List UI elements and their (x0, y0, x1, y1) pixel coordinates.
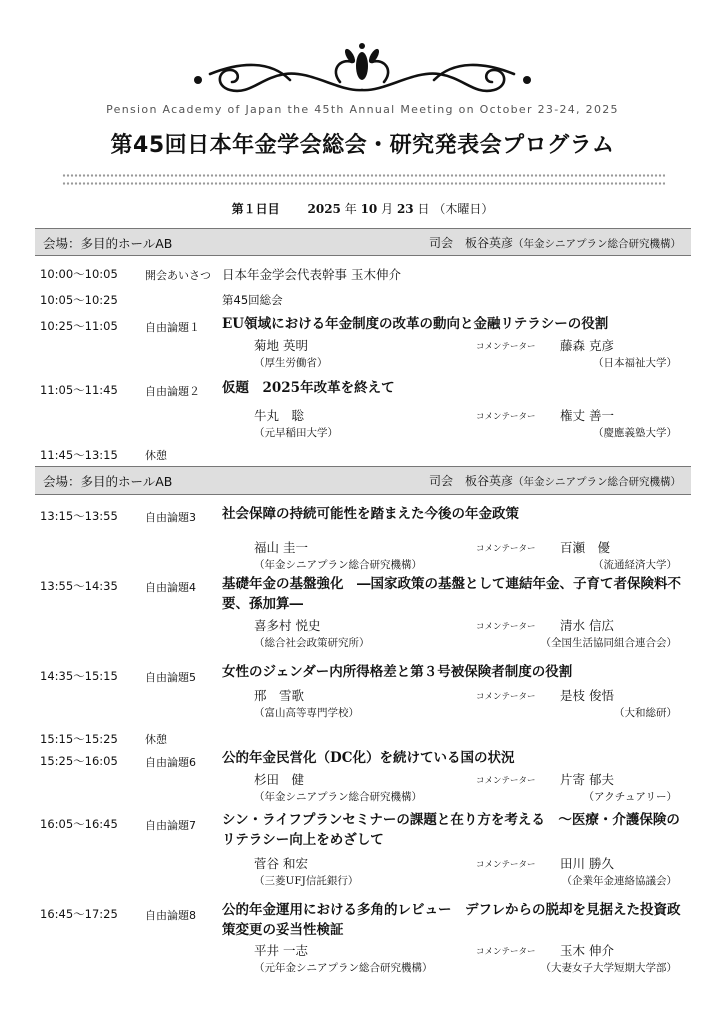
presenter-affiliation: （厚生労働省） (254, 357, 328, 369)
commentator-label: コメンテーター (476, 544, 536, 554)
presenter-affiliation: （年金シニアプラン総合研究機構） (254, 791, 422, 803)
date-day: 23 (396, 202, 414, 216)
rule (35, 255, 691, 256)
talk-title: シン・ライフプランセミナーの課題と在り方を考える 〜医療・介護保険のリテラシー向上をめざして (222, 812, 680, 848)
commentator-affiliation: （アクチュアリー） (583, 791, 677, 803)
general-meeting: 第45回総会 (222, 293, 283, 307)
page-title: 第45回日本年金学会総会・研究発表会プログラム (110, 133, 615, 158)
row-time: 16:05〜16:45 (40, 817, 118, 831)
date-day-unit: 日 (417, 202, 430, 216)
commentator-name: 権丈 善一 (560, 408, 614, 423)
commentator-affiliation: （全国生活協同組合連合会） (540, 637, 677, 649)
talk-title: 公的年金民営化（DC化）を続けている国の状況 (222, 750, 515, 766)
row-time: 13:15〜13:55 (40, 509, 118, 523)
commentator-affiliation: （流通経済大学） (593, 559, 677, 571)
row-session: 開会あいさつ (145, 269, 211, 282)
commentator-affiliation: （大和総研） (614, 707, 677, 719)
commentator-label: コメンテーター (476, 947, 536, 957)
date-year-unit: 年 (344, 202, 357, 216)
commentator-label: コメンテーター (476, 692, 536, 702)
row-time: 10:25〜11:05 (40, 319, 118, 333)
row-time: 13:55〜14:35 (40, 579, 118, 593)
row-time: 15:25〜16:05 (40, 754, 118, 768)
day-label: 第１日目 (231, 202, 280, 216)
commentator-label: コメンテーター (476, 412, 536, 422)
day-date-line (0, 200, 725, 217)
row-session: 自由論題２ (145, 385, 200, 398)
venue-chair: 司会 板谷英彦（年金シニアプラン総合研究機構） (428, 474, 681, 488)
commentator-name: 清水 信広 (560, 618, 614, 633)
dotted-divider-bottom (62, 182, 665, 185)
row-session: 自由論題5 (145, 671, 196, 684)
presenter-name: 牛丸 聡 (254, 408, 305, 423)
row-session: 自由論題4 (145, 581, 196, 594)
decorative-ornament (190, 40, 535, 100)
subtitle-english: Pension Academy of Japan the 45th Annual Meeting on October 23-24, 2025 (106, 103, 619, 116)
commentator-name: 片寄 郁夫 (560, 772, 614, 787)
date-year: 2025 (307, 202, 341, 216)
venue-header (35, 467, 691, 494)
row-session: 自由論題7 (145, 819, 196, 832)
row-time: 11:45〜13:15 (40, 448, 118, 462)
date-month-unit: 月 (381, 202, 394, 216)
rule (35, 494, 691, 495)
row-time: 10:05〜10:25 (40, 293, 118, 307)
presenter-affiliation: （元早稲田大学） (254, 427, 338, 439)
venue-label: 会場：多目的ホールAB (43, 236, 173, 251)
commentator-affiliation: （慶應義塾大学） (593, 427, 677, 439)
presenter-name: 邢 雪歌 (254, 688, 305, 703)
presenter-affiliation: （総合社会政策研究所） (254, 637, 370, 649)
row-time: 16:45〜17:25 (40, 907, 118, 921)
presenter-name: 平井 一志 (254, 943, 308, 958)
row-time: 14:35〜15:15 (40, 669, 118, 683)
row-session: 自由論題8 (145, 909, 196, 922)
talk-title: EU領域における年金制度の改革の動向と金融リテラシーの役割 (222, 316, 609, 332)
presenter-name: 喜多村 悦史 (254, 618, 321, 633)
presenter-name: 菅谷 和宏 (254, 856, 308, 871)
row-session: 自由論題１ (145, 321, 200, 334)
commentator-label: コメンテーター (476, 860, 536, 870)
row-time: 11:05〜11:45 (40, 383, 118, 397)
row-session: 自由論題6 (145, 756, 196, 769)
commentator-name: 百瀬 優 (560, 540, 611, 555)
commentator-name: 田川 勝久 (560, 856, 614, 871)
venue-header (35, 229, 691, 255)
presenter-name: 杉田 健 (254, 772, 305, 787)
row-session: 休憩 (145, 449, 167, 462)
commentator-affiliation: （日本福祉大学） (593, 357, 677, 369)
talk-title: 社会保障の持続可能性を踏まえた今後の年金政策 (222, 506, 519, 522)
presenter-affiliation: （富山高等専門学校） (254, 707, 359, 719)
row-time: 10:00〜10:05 (40, 267, 118, 281)
commentator-name: 是枝 俊悟 (560, 688, 614, 703)
talk-title: 公的年金運用における多角的レビュー デフレからの脱却を見据えた投資政策変更の妥当性検証 (222, 902, 681, 938)
commentator-name: 玉木 伸介 (560, 943, 614, 958)
presenter-affiliation: （元年金シニアプラン総合研究機構） (254, 962, 433, 974)
commentator-name: 藤森 克彦 (560, 338, 614, 353)
dotted-divider-top (62, 174, 665, 177)
presenter-name: 福山 圭一 (254, 540, 308, 555)
row-session: 自由論題3 (145, 511, 196, 524)
presenter-affiliation: （年金シニアプラン総合研究機構） (254, 559, 422, 571)
talk-title: 基礎年金の基盤強化 ―国家政策の基盤として連結年金、子育て者保険料不要、孫加算― (222, 576, 681, 612)
row-time: 15:15〜15:25 (40, 732, 118, 746)
opening-speaker: 日本年金学会代表幹事 玉木伸介 (222, 267, 401, 282)
venue-chair: 司会 板谷英彦（年金シニアプラン総合研究機構） (428, 236, 681, 250)
venue-label: 会場：多目的ホールAB (43, 474, 173, 489)
date-month: 10 (360, 202, 378, 216)
presenter-affiliation: （三菱UFJ信託銀行） (254, 875, 359, 887)
presenter-name: 菊地 英明 (254, 338, 308, 353)
date-weekday: （木曜日） (433, 202, 494, 216)
commentator-affiliation: （大妻女子大学短期大学部） (540, 962, 677, 974)
commentator-label: コメンテーター (476, 776, 536, 786)
talk-title: 女性のジェンダー内所得格差と第３号被保険者制度の役割 (222, 664, 573, 680)
commentator-label: コメンテーター (476, 622, 536, 632)
talk-title: 仮題 2025年改革を終えて (222, 380, 395, 396)
commentator-label: コメンテーター (476, 342, 536, 352)
commentator-affiliation: （企業年金連絡協議会） (561, 875, 677, 887)
row-session: 休憩 (145, 733, 167, 746)
